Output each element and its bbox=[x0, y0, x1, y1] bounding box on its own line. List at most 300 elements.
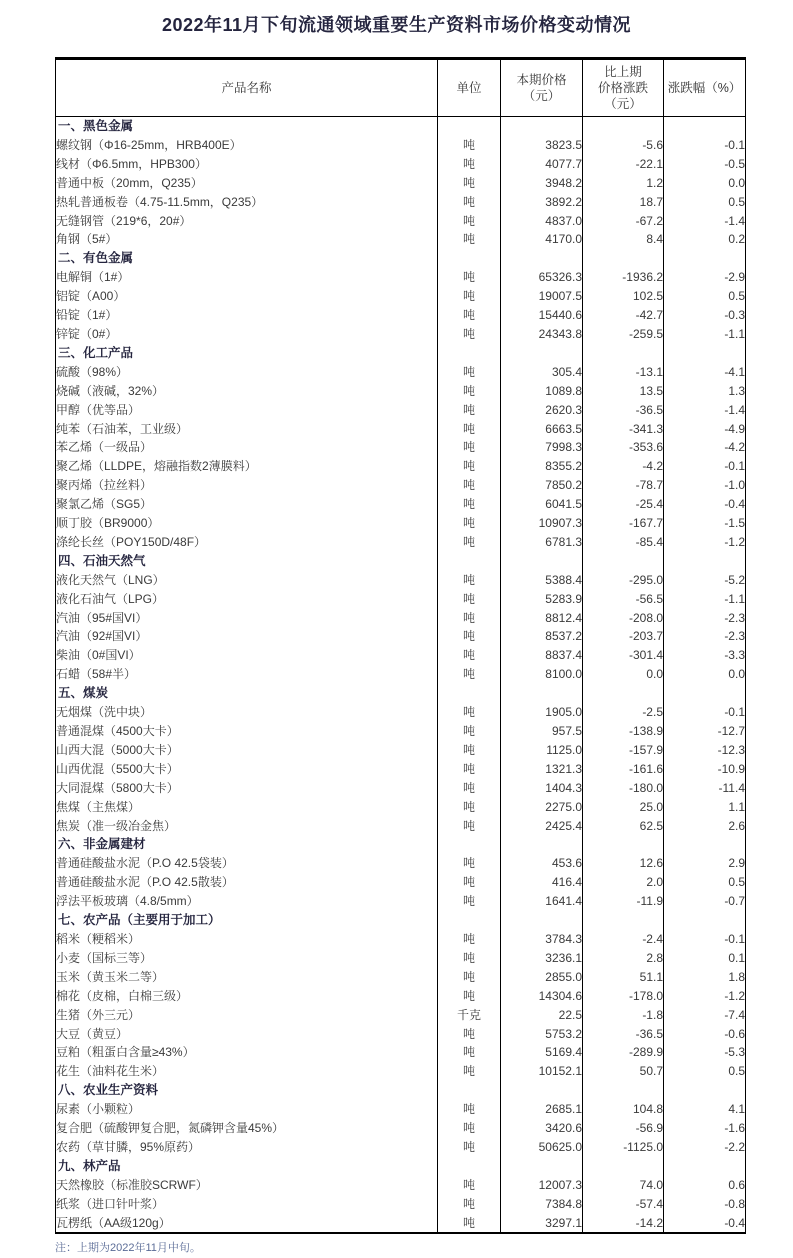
unit-cell: 吨 bbox=[438, 760, 501, 779]
change-pct-cell bbox=[664, 344, 746, 363]
current-price-cell: 3420.6 bbox=[501, 1119, 583, 1138]
change-pct-cell: -2.3 bbox=[664, 609, 746, 628]
table-row bbox=[56, 571, 746, 590]
current-price-cell: 5169.4 bbox=[501, 1043, 583, 1062]
change-pct-cell: -3.3 bbox=[664, 646, 746, 665]
current-price-cell: 10907.3 bbox=[501, 514, 583, 533]
change-pct-cell bbox=[664, 1081, 746, 1100]
change-pct-cell: -7.4 bbox=[664, 1006, 746, 1025]
current-price-cell bbox=[501, 249, 583, 268]
current-price-cell: 65326.3 bbox=[501, 268, 583, 287]
header-price-change-line1: 比上期 bbox=[604, 65, 642, 79]
unit-cell: 吨 bbox=[438, 1119, 501, 1138]
price-change-cell: 104.8 bbox=[583, 1100, 664, 1119]
price-change-cell: 51.1 bbox=[583, 968, 664, 987]
price-change-cell: -1.8 bbox=[583, 1006, 664, 1025]
price-table bbox=[55, 57, 746, 1234]
price-change-cell: 0.0 bbox=[583, 665, 664, 684]
footnote: 注：上期为2022年11月中旬。 bbox=[55, 1242, 201, 1255]
product-name-cell: 稻米（粳稻米） bbox=[56, 931, 141, 946]
price-change-cell: -289.9 bbox=[583, 1043, 664, 1062]
price-change-cell bbox=[583, 344, 664, 363]
unit-cell: 吨 bbox=[438, 873, 501, 892]
price-change-cell: 8.4 bbox=[583, 230, 664, 249]
current-price-cell: 3948.2 bbox=[501, 174, 583, 193]
unit-cell bbox=[438, 1081, 501, 1100]
product-name-cell: 纸浆（进口针叶浆） bbox=[56, 1196, 165, 1211]
product-name-cell: 柴油（0#国VI） bbox=[56, 648, 141, 663]
table-header bbox=[56, 59, 746, 117]
current-price-cell: 1905.0 bbox=[501, 703, 583, 722]
product-name-cell: 生猪（外三元） bbox=[56, 1007, 141, 1022]
current-price-cell bbox=[501, 344, 583, 363]
unit-cell: 吨 bbox=[438, 627, 501, 646]
change-pct-cell: -0.1 bbox=[664, 930, 746, 949]
product-name-cell: 四、石油天然气 bbox=[58, 553, 146, 568]
current-price-cell: 12007.3 bbox=[501, 1176, 583, 1195]
product-name-cell: 无烟煤（洗中块） bbox=[56, 705, 153, 720]
table-row bbox=[56, 193, 746, 212]
current-price-cell: 7850.2 bbox=[501, 476, 583, 495]
price-change-cell: -341.3 bbox=[583, 420, 664, 439]
change-pct-cell: 0.0 bbox=[664, 174, 746, 193]
price-change-cell: -25.4 bbox=[583, 495, 664, 514]
product-name-cell: 聚乙烯（LLDPE，熔融指数2薄膜料） bbox=[56, 459, 257, 474]
price-change-cell: 74.0 bbox=[583, 1176, 664, 1195]
unit-cell bbox=[438, 249, 501, 268]
unit-cell: 吨 bbox=[438, 457, 501, 476]
price-change-cell: -203.7 bbox=[583, 627, 664, 646]
price-change-cell: -56.9 bbox=[583, 1119, 664, 1138]
unit-cell: 吨 bbox=[438, 1062, 501, 1081]
change-pct-cell: -1.2 bbox=[664, 987, 746, 1006]
change-pct-cell: -0.6 bbox=[664, 1025, 746, 1044]
unit-cell: 吨 bbox=[438, 968, 501, 987]
product-name-cell: 尿素（小颗粒） bbox=[56, 1102, 141, 1117]
price-change-cell: -5.6 bbox=[583, 136, 664, 155]
price-change-cell: -14.2 bbox=[583, 1214, 664, 1234]
unit-cell: 吨 bbox=[438, 987, 501, 1006]
price-change-cell bbox=[583, 1157, 664, 1176]
price-change-cell bbox=[583, 835, 664, 854]
product-name-cell: 大豆（黄豆） bbox=[56, 1026, 129, 1041]
table-row bbox=[56, 533, 746, 552]
unit-cell: 吨 bbox=[438, 533, 501, 552]
change-pct-cell: -0.4 bbox=[664, 495, 746, 514]
unit-cell: 吨 bbox=[438, 949, 501, 968]
table-row bbox=[56, 1119, 746, 1138]
header-product-name-label: 产品名称 bbox=[221, 81, 272, 95]
table-row bbox=[56, 420, 746, 439]
price-change-cell: -57.4 bbox=[583, 1195, 664, 1214]
product-name-cell: 涤纶长丝（POY150D/48F） bbox=[56, 534, 207, 549]
section-row bbox=[56, 1081, 746, 1100]
unit-cell: 吨 bbox=[438, 401, 501, 420]
price-change-cell: -138.9 bbox=[583, 722, 664, 741]
current-price-cell: 3297.1 bbox=[501, 1214, 583, 1234]
product-name-cell: 线材（Φ6.5mm，HPB300） bbox=[56, 156, 207, 171]
product-name-cell: 浮法平板玻璃（4.8/5mm） bbox=[56, 894, 199, 909]
current-price-cell: 5753.2 bbox=[501, 1025, 583, 1044]
product-name-cell: 无缝钢管（219*6，20#） bbox=[56, 213, 192, 228]
product-name-cell: 电解铜（1#） bbox=[56, 270, 130, 285]
current-price-cell: 2855.0 bbox=[501, 968, 583, 987]
price-change-cell: 102.5 bbox=[583, 287, 664, 306]
current-price-cell: 3784.3 bbox=[501, 930, 583, 949]
price-change-cell: -2.4 bbox=[583, 930, 664, 949]
table-row bbox=[56, 609, 746, 628]
unit-cell: 吨 bbox=[438, 174, 501, 193]
current-price-cell: 2425.4 bbox=[501, 817, 583, 836]
price-change-cell bbox=[583, 552, 664, 571]
product-name-cell: 六、非金属建材 bbox=[58, 837, 146, 852]
table-row bbox=[56, 212, 746, 231]
product-name-cell: 山西大混（5000大卡） bbox=[56, 742, 179, 757]
price-change-cell: 13.5 bbox=[583, 382, 664, 401]
table-row bbox=[56, 798, 746, 817]
unit-cell: 吨 bbox=[438, 590, 501, 609]
change-pct-cell: -0.1 bbox=[664, 457, 746, 476]
unit-cell: 吨 bbox=[438, 817, 501, 836]
current-price-cell: 1321.3 bbox=[501, 760, 583, 779]
section-row bbox=[56, 249, 746, 268]
current-price-cell: 1404.3 bbox=[501, 779, 583, 798]
table-row bbox=[56, 892, 746, 911]
table-row bbox=[56, 155, 746, 174]
current-price-cell: 6781.3 bbox=[501, 533, 583, 552]
table-row bbox=[56, 457, 746, 476]
table-row bbox=[56, 987, 746, 1006]
table-row bbox=[56, 1025, 746, 1044]
product-name-cell: 聚丙烯（拉丝料） bbox=[56, 478, 153, 493]
current-price-cell: 14304.6 bbox=[501, 987, 583, 1006]
change-pct-cell: -4.2 bbox=[664, 438, 746, 457]
product-name-cell: 三、化工产品 bbox=[58, 345, 134, 360]
product-name-cell: 石蜡（58#半） bbox=[56, 667, 137, 682]
product-name-cell: 普通硅酸盐水泥（P.O 42.5袋装） bbox=[56, 856, 234, 871]
unit-cell: 吨 bbox=[438, 571, 501, 590]
unit-cell bbox=[438, 1157, 501, 1176]
table-row bbox=[56, 495, 746, 514]
product-name-cell: 汽油（92#国VI） bbox=[56, 629, 148, 644]
unit-cell: 吨 bbox=[438, 495, 501, 514]
table-row bbox=[56, 590, 746, 609]
product-name-cell: 铝锭（A00） bbox=[56, 289, 126, 304]
change-pct-cell: -2.3 bbox=[664, 627, 746, 646]
table-row bbox=[56, 1062, 746, 1081]
product-name-cell: 七、农产品（主要用于加工） bbox=[58, 913, 221, 928]
table-row bbox=[56, 741, 746, 760]
unit-cell: 吨 bbox=[438, 854, 501, 873]
product-name-cell: 二、有色金属 bbox=[58, 251, 134, 266]
current-price-cell: 4170.0 bbox=[501, 230, 583, 249]
unit-cell: 吨 bbox=[438, 212, 501, 231]
product-name-cell: 普通混煤（4500大卡） bbox=[56, 724, 179, 738]
current-price-cell: 1125.0 bbox=[501, 741, 583, 760]
current-price-cell: 5388.4 bbox=[501, 571, 583, 590]
current-price-cell: 6041.5 bbox=[501, 495, 583, 514]
change-pct-cell: 0.2 bbox=[664, 230, 746, 249]
unit-cell: 吨 bbox=[438, 382, 501, 401]
price-change-cell: -13.1 bbox=[583, 363, 664, 382]
change-pct-cell: -1.5 bbox=[664, 514, 746, 533]
change-pct-cell: 1.3 bbox=[664, 382, 746, 401]
product-name-cell: 五、煤炭 bbox=[58, 686, 109, 701]
price-change-cell: 2.8 bbox=[583, 949, 664, 968]
change-pct-cell: -4.1 bbox=[664, 363, 746, 382]
change-pct-cell: 1.8 bbox=[664, 968, 746, 987]
table-row bbox=[56, 949, 746, 968]
table-row bbox=[56, 1176, 746, 1195]
product-name-cell: 棉花（皮棉，白棉三级） bbox=[56, 988, 189, 1003]
product-name-cell: 聚氯乙烯（SG5） bbox=[56, 497, 153, 512]
section-row bbox=[56, 1157, 746, 1176]
table-row bbox=[56, 779, 746, 798]
table-row bbox=[56, 760, 746, 779]
change-pct-cell: 1.1 bbox=[664, 798, 746, 817]
current-price-cell: 453.6 bbox=[501, 854, 583, 873]
section-row bbox=[56, 552, 746, 571]
table-row bbox=[56, 1100, 746, 1119]
product-name-cell: 纯苯（石油苯，工业级） bbox=[56, 421, 189, 436]
section-row bbox=[56, 911, 746, 930]
price-change-cell: -167.7 bbox=[583, 514, 664, 533]
current-price-cell: 7384.8 bbox=[501, 1195, 583, 1214]
table-row bbox=[56, 1138, 746, 1157]
current-price-cell bbox=[501, 911, 583, 930]
unit-cell: 吨 bbox=[438, 287, 501, 306]
table-row bbox=[56, 722, 746, 741]
change-pct-cell: -4.9 bbox=[664, 420, 746, 439]
change-pct-cell: -2.9 bbox=[664, 268, 746, 287]
current-price-cell: 7998.3 bbox=[501, 438, 583, 457]
change-pct-cell bbox=[664, 249, 746, 268]
change-pct-cell bbox=[664, 684, 746, 703]
current-price-cell: 1641.4 bbox=[501, 892, 583, 911]
price-change-cell: -1936.2 bbox=[583, 268, 664, 287]
price-change-cell bbox=[583, 911, 664, 930]
change-pct-cell: -1.2 bbox=[664, 533, 746, 552]
unit-cell: 吨 bbox=[438, 1176, 501, 1195]
current-price-cell: 8837.4 bbox=[501, 646, 583, 665]
price-change-cell: -56.5 bbox=[583, 590, 664, 609]
price-change-cell: -1125.0 bbox=[583, 1138, 664, 1157]
current-price-cell: 8812.4 bbox=[501, 609, 583, 628]
unit-cell: 吨 bbox=[438, 930, 501, 949]
change-pct-cell: -1.0 bbox=[664, 476, 746, 495]
change-pct-cell: -1.1 bbox=[664, 325, 746, 344]
change-pct-cell: -0.5 bbox=[664, 155, 746, 174]
change-pct-cell: -5.2 bbox=[664, 571, 746, 590]
header-price-change bbox=[583, 59, 664, 117]
header-product-name bbox=[56, 59, 438, 117]
price-change-cell: 62.5 bbox=[583, 817, 664, 836]
table-row bbox=[56, 1043, 746, 1062]
current-price-cell: 5283.9 bbox=[501, 590, 583, 609]
table-row bbox=[56, 627, 746, 646]
change-pct-cell: 2.6 bbox=[664, 817, 746, 836]
price-change-cell: -161.6 bbox=[583, 760, 664, 779]
unit-cell: 吨 bbox=[438, 155, 501, 174]
table-row bbox=[56, 401, 746, 420]
unit-cell bbox=[438, 552, 501, 571]
price-change-cell: 1.2 bbox=[583, 174, 664, 193]
current-price-cell: 2620.3 bbox=[501, 401, 583, 420]
product-name-cell: 烧碱（液碱，32%） bbox=[56, 383, 165, 398]
header-unit-label: 单位 bbox=[456, 81, 482, 95]
change-pct-cell: -0.4 bbox=[664, 1214, 746, 1234]
change-pct-cell: -10.9 bbox=[664, 760, 746, 779]
change-pct-cell: 0.0 bbox=[664, 665, 746, 684]
product-name-cell: 小麦（国标三等） bbox=[56, 950, 153, 965]
unit-cell: 吨 bbox=[438, 798, 501, 817]
current-price-cell: 2275.0 bbox=[501, 798, 583, 817]
price-change-cell: -178.0 bbox=[583, 987, 664, 1006]
unit-cell: 吨 bbox=[438, 1025, 501, 1044]
current-price-cell: 15440.6 bbox=[501, 306, 583, 325]
table-row bbox=[56, 514, 746, 533]
price-change-cell bbox=[583, 249, 664, 268]
table-row bbox=[56, 230, 746, 249]
table-row bbox=[56, 1006, 746, 1025]
table-row bbox=[56, 363, 746, 382]
current-price-cell: 3236.1 bbox=[501, 949, 583, 968]
product-name-cell: 热轧普通板卷（4.75-11.5mm，Q235） bbox=[56, 194, 264, 209]
product-name-cell: 顺丁胶（BR9000） bbox=[56, 516, 160, 531]
change-pct-cell: -0.1 bbox=[664, 703, 746, 722]
product-name-cell: 花生（油料花生米） bbox=[56, 1064, 165, 1079]
unit-cell: 吨 bbox=[438, 438, 501, 457]
price-change-cell: -259.5 bbox=[583, 325, 664, 344]
product-name-cell: 螺纹钢（Φ16-25mm，HRB400E） bbox=[56, 137, 242, 152]
unit-cell bbox=[438, 684, 501, 703]
table-row bbox=[56, 930, 746, 949]
unit-cell: 吨 bbox=[438, 1195, 501, 1214]
unit-cell: 吨 bbox=[438, 325, 501, 344]
current-price-cell: 8100.0 bbox=[501, 665, 583, 684]
price-change-cell: -157.9 bbox=[583, 741, 664, 760]
current-price-cell: 8355.2 bbox=[501, 457, 583, 476]
unit-cell: 吨 bbox=[438, 476, 501, 495]
table-row bbox=[56, 476, 746, 495]
header-current-price bbox=[501, 59, 583, 117]
price-change-cell: -85.4 bbox=[583, 533, 664, 552]
header-row bbox=[56, 59, 746, 117]
unit-cell: 吨 bbox=[438, 1100, 501, 1119]
price-change-cell: -11.9 bbox=[583, 892, 664, 911]
price-change-cell bbox=[583, 684, 664, 703]
change-pct-cell bbox=[664, 835, 746, 854]
product-name-cell: 铅锭（1#） bbox=[56, 308, 118, 323]
unit-cell: 吨 bbox=[438, 363, 501, 382]
product-name-cell: 硫酸（98%） bbox=[56, 364, 129, 379]
unit-cell: 吨 bbox=[438, 892, 501, 911]
price-change-cell: -78.7 bbox=[583, 476, 664, 495]
table-row bbox=[56, 817, 746, 836]
change-pct-cell: -1.1 bbox=[664, 590, 746, 609]
product-name-cell: 天然橡胶（标准胶SCRWF） bbox=[56, 1177, 208, 1192]
unit-cell: 吨 bbox=[438, 306, 501, 325]
product-name-cell: 液化天然气（LNG） bbox=[56, 572, 165, 587]
unit-cell bbox=[438, 117, 501, 136]
unit-cell: 吨 bbox=[438, 609, 501, 628]
table-row bbox=[56, 968, 746, 987]
unit-cell: 吨 bbox=[438, 722, 501, 741]
change-pct-cell: -1.4 bbox=[664, 401, 746, 420]
change-pct-cell bbox=[664, 117, 746, 136]
unit-cell: 吨 bbox=[438, 703, 501, 722]
price-change-cell: 50.7 bbox=[583, 1062, 664, 1081]
change-pct-cell: -12.3 bbox=[664, 741, 746, 760]
current-price-cell: 2685.1 bbox=[501, 1100, 583, 1119]
unit-cell: 千克 bbox=[438, 1006, 501, 1025]
section-row bbox=[56, 684, 746, 703]
price-change-cell: -67.2 bbox=[583, 212, 664, 231]
current-price-cell: 3892.2 bbox=[501, 193, 583, 212]
change-pct-cell bbox=[664, 1157, 746, 1176]
change-pct-cell: 4.1 bbox=[664, 1100, 746, 1119]
current-price-cell: 22.5 bbox=[501, 1006, 583, 1025]
current-price-cell: 4077.7 bbox=[501, 155, 583, 174]
change-pct-cell: 0.1 bbox=[664, 949, 746, 968]
price-change-cell bbox=[583, 117, 664, 136]
unit-cell: 吨 bbox=[438, 1138, 501, 1157]
change-pct-cell: 0.5 bbox=[664, 287, 746, 306]
unit-cell: 吨 bbox=[438, 1043, 501, 1062]
current-price-cell: 24343.8 bbox=[501, 325, 583, 344]
product-name-cell: 八、农业生产资料 bbox=[58, 1083, 159, 1098]
table-row bbox=[56, 854, 746, 873]
current-price-cell: 8537.2 bbox=[501, 627, 583, 646]
table-row bbox=[56, 174, 746, 193]
table-body bbox=[56, 117, 746, 1234]
product-name-cell: 大同混煤（5800大卡） bbox=[56, 780, 179, 795]
unit-cell: 吨 bbox=[438, 741, 501, 760]
unit-cell bbox=[438, 911, 501, 930]
price-change-cell: 2.0 bbox=[583, 873, 664, 892]
current-price-cell: 957.5 bbox=[501, 722, 583, 741]
product-name-cell: 农药（草甘膦，95%原药） bbox=[56, 1139, 201, 1154]
table-row bbox=[56, 646, 746, 665]
current-price-cell: 416.4 bbox=[501, 873, 583, 892]
price-change-cell: -2.5 bbox=[583, 703, 664, 722]
current-price-cell: 19007.5 bbox=[501, 287, 583, 306]
current-price-cell bbox=[501, 835, 583, 854]
unit-cell: 吨 bbox=[438, 514, 501, 533]
change-pct-cell: -2.2 bbox=[664, 1138, 746, 1157]
price-change-cell: -353.6 bbox=[583, 438, 664, 457]
product-name-cell: 玉米（黄玉米二等） bbox=[56, 969, 165, 984]
current-price-cell: 50625.0 bbox=[501, 1138, 583, 1157]
product-name-cell: 九、林产品 bbox=[58, 1158, 121, 1173]
change-pct-cell: 0.5 bbox=[664, 1062, 746, 1081]
change-pct-cell: -0.7 bbox=[664, 892, 746, 911]
header-unit bbox=[438, 59, 501, 117]
product-name-cell: 普通中板（20mm，Q235） bbox=[56, 175, 203, 190]
unit-cell: 吨 bbox=[438, 268, 501, 287]
price-change-cell: 25.0 bbox=[583, 798, 664, 817]
price-change-cell: -295.0 bbox=[583, 571, 664, 590]
current-price-cell: 305.4 bbox=[501, 363, 583, 382]
header-current-price-line2: （元） bbox=[522, 89, 561, 103]
change-pct-cell: 0.5 bbox=[664, 873, 746, 892]
price-change-cell: 12.6 bbox=[583, 854, 664, 873]
price-change-cell: -42.7 bbox=[583, 306, 664, 325]
table-row bbox=[56, 287, 746, 306]
table-row bbox=[56, 306, 746, 325]
header-change-pct bbox=[664, 59, 746, 117]
change-pct-cell: -12.7 bbox=[664, 722, 746, 741]
